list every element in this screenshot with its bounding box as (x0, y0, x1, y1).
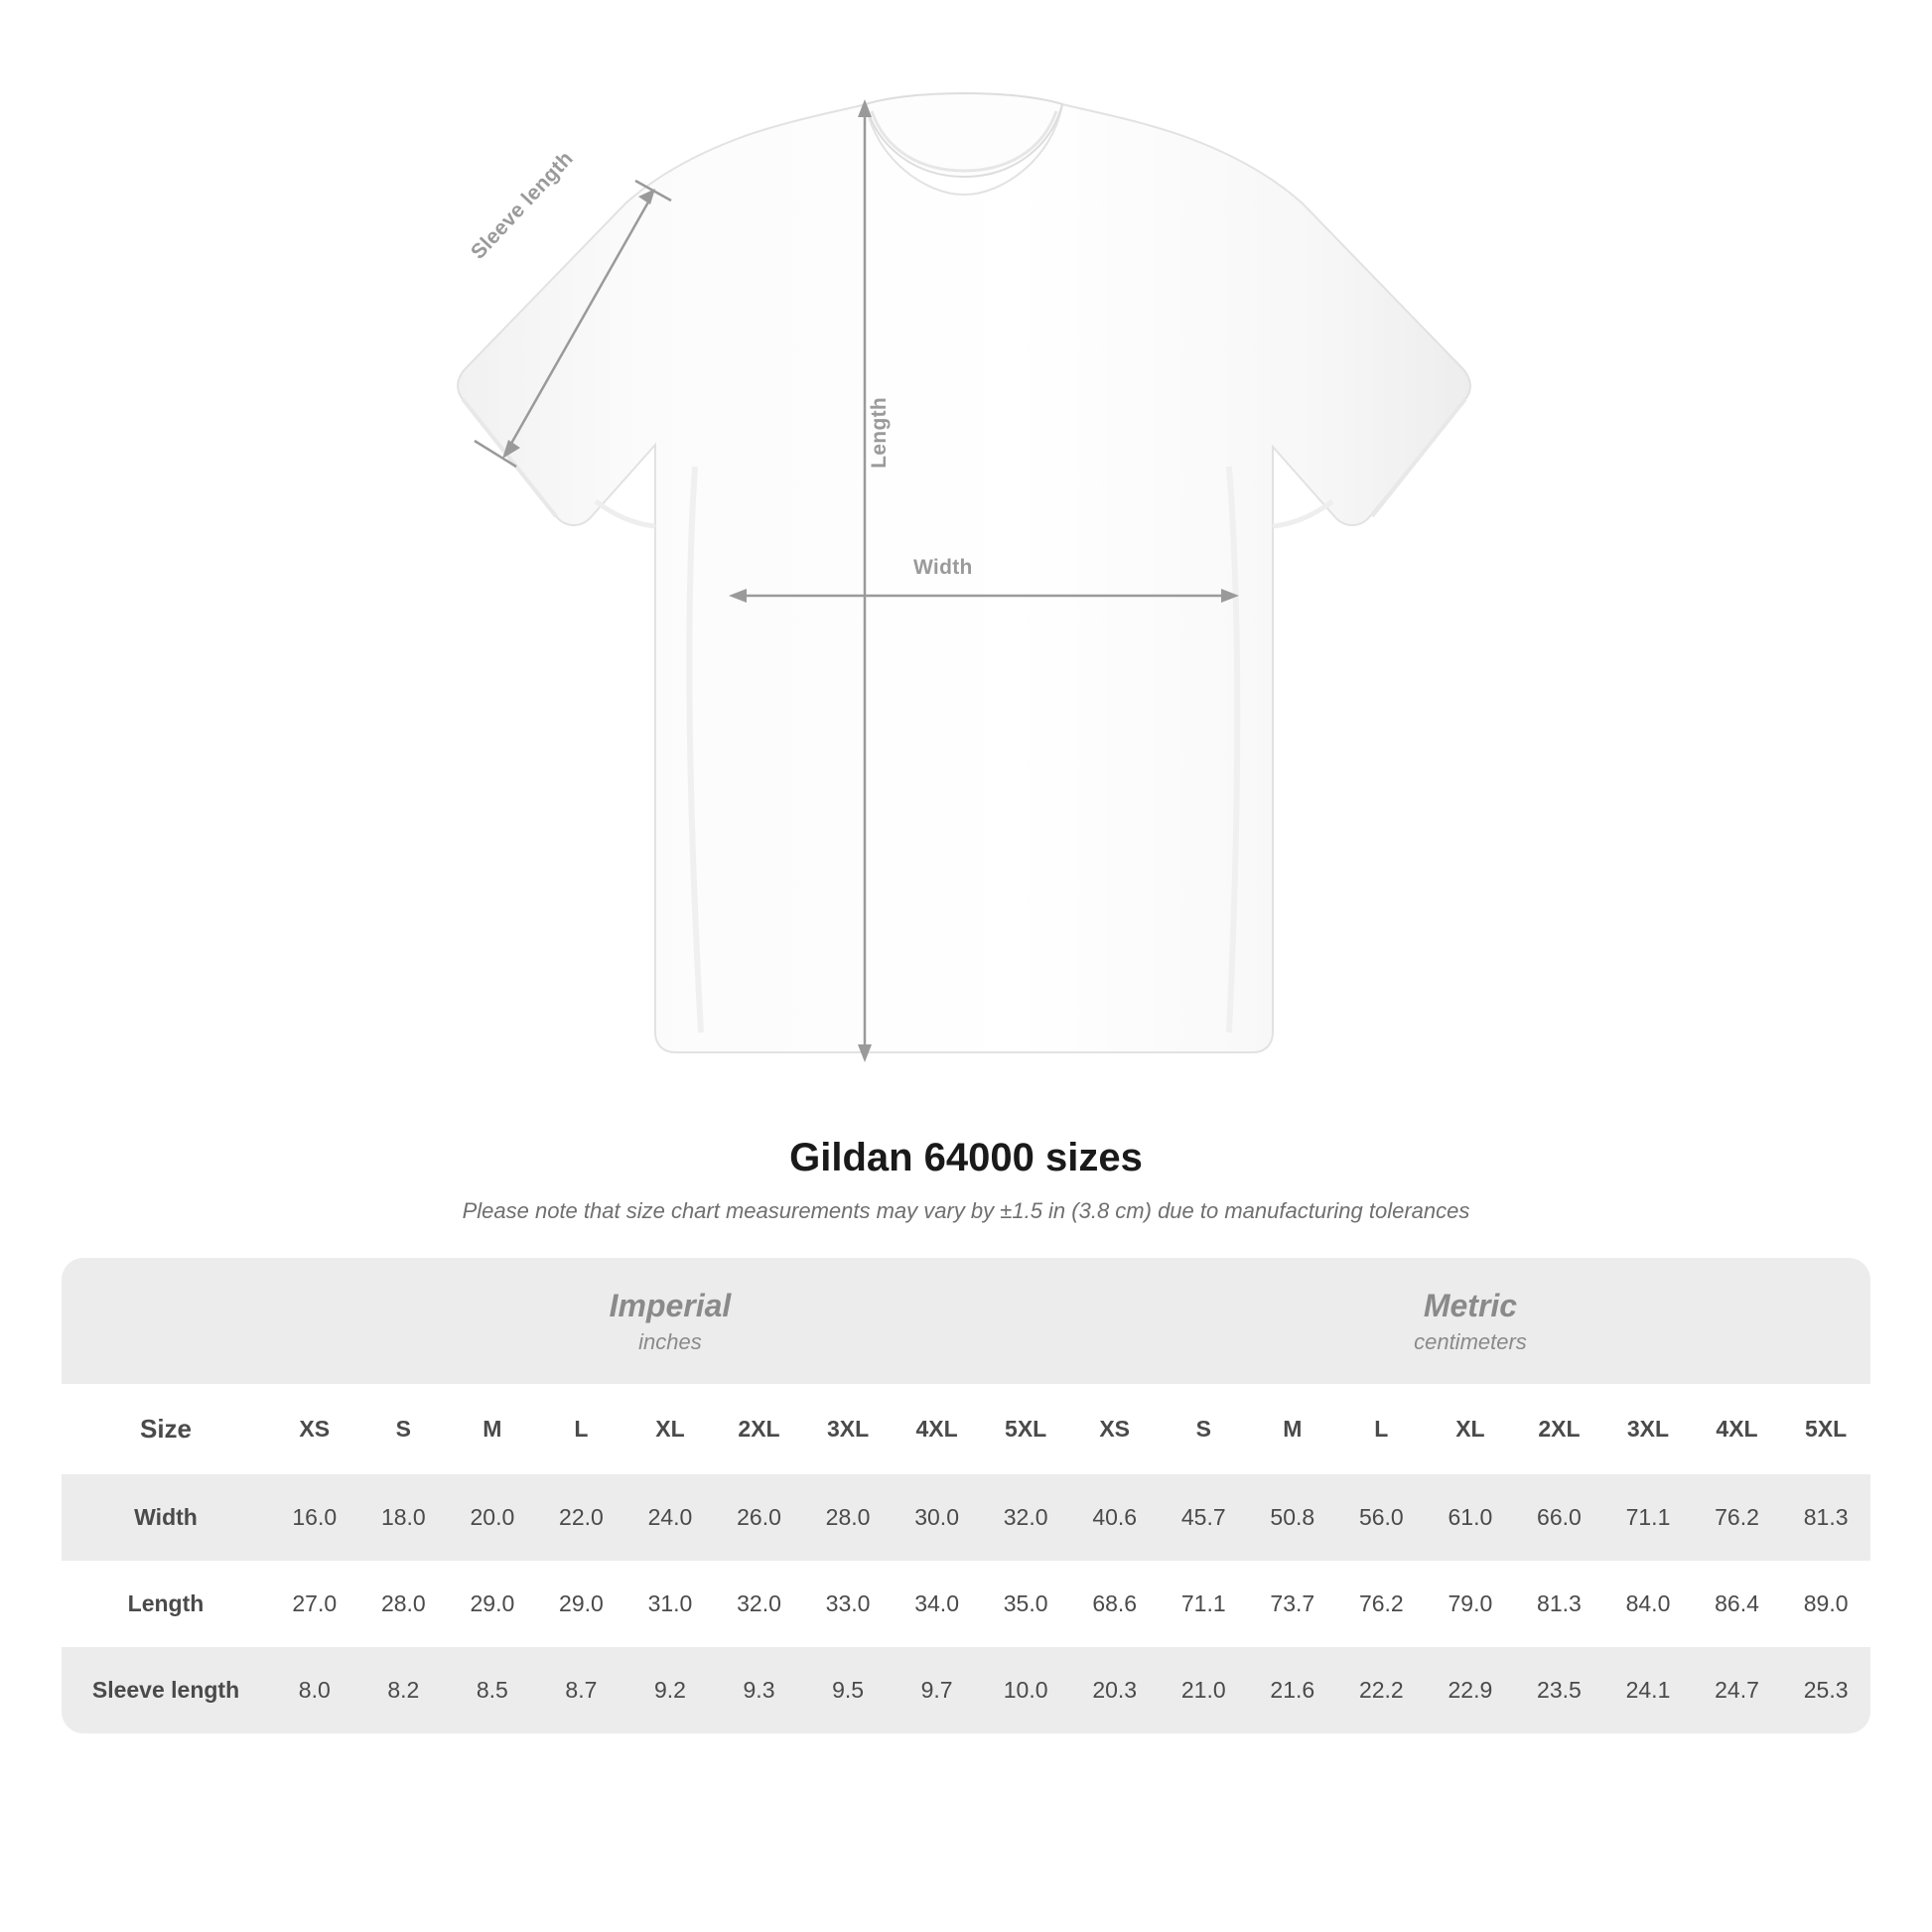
table-cell: 8.0 (270, 1647, 359, 1733)
size-header-cell: S (359, 1384, 449, 1474)
size-header-cell: XL (1426, 1384, 1515, 1474)
table-cell: 29.0 (448, 1561, 537, 1647)
table-cell: 24.1 (1603, 1647, 1693, 1733)
table-cell: 9.5 (803, 1647, 893, 1733)
table-cell: 30.0 (893, 1474, 982, 1561)
table-cell: 20.0 (448, 1474, 537, 1561)
unit-system-metric (1070, 1258, 1870, 1384)
size-header-cell: S (1159, 1384, 1248, 1474)
table-cell: 29.0 (537, 1561, 626, 1647)
size-header-cell: 4XL (893, 1384, 982, 1474)
size-header-cell: M (448, 1384, 537, 1474)
table-cell: 71.1 (1603, 1474, 1693, 1561)
width-dimension-label: Width (913, 556, 973, 579)
unit-system-imperial-sub: inches (638, 1329, 702, 1354)
size-table-container (62, 1258, 1870, 1733)
size-header-cell: 4XL (1693, 1384, 1782, 1474)
table-cell: 56.0 (1337, 1474, 1427, 1561)
page-title: Gildan 64000 sizes (789, 1136, 1143, 1179)
table-cell: 66.0 (1515, 1474, 1604, 1561)
table-cell: 40.6 (1070, 1474, 1160, 1561)
table-cell: 18.0 (359, 1474, 449, 1561)
table-cell: 24.0 (625, 1474, 715, 1561)
table-cell: 71.1 (1159, 1561, 1248, 1647)
table-cell: 24.7 (1693, 1647, 1782, 1733)
size-header-cell: 3XL (1603, 1384, 1693, 1474)
table-cell: 23.5 (1515, 1647, 1604, 1733)
table-cell: 21.0 (1159, 1647, 1248, 1733)
table-cell: 50.8 (1248, 1474, 1337, 1561)
tolerance-note: Please note that size chart measurements may vary by ±1.5 in (3.8 cm) due to manufacturing tolerances (462, 1198, 1470, 1223)
table-cell: 20.3 (1070, 1647, 1160, 1733)
row-label-width: Width (62, 1474, 270, 1561)
table-cell: 22.0 (537, 1474, 626, 1561)
table-cell: 31.0 (625, 1561, 715, 1647)
table-cell: 28.0 (359, 1561, 449, 1647)
size-header-cell: 3XL (803, 1384, 893, 1474)
unit-system-metric-name: Metric (1423, 1288, 1518, 1323)
unit-system-spacer (62, 1258, 270, 1384)
table-row (62, 1474, 1870, 1561)
table-cell: 22.9 (1426, 1647, 1515, 1733)
table-cell: 35.0 (981, 1561, 1070, 1647)
unit-system-imperial (270, 1258, 1070, 1384)
unit-system-row (62, 1258, 1870, 1384)
table-cell: 45.7 (1159, 1474, 1248, 1561)
length-dimension-label: Length (868, 397, 891, 469)
table-cell: 32.0 (715, 1561, 804, 1647)
table-cell: 81.3 (1515, 1561, 1604, 1647)
size-header-cell: 2XL (1515, 1384, 1604, 1474)
table-cell: 79.0 (1426, 1561, 1515, 1647)
table-cell: 27.0 (270, 1561, 359, 1647)
table-cell: 81.3 (1781, 1474, 1870, 1561)
table-cell: 8.5 (448, 1647, 537, 1733)
size-header-cell: M (1248, 1384, 1337, 1474)
unit-system-metric-sub: centimeters (1414, 1329, 1527, 1354)
unit-system-imperial-name: Imperial (609, 1288, 732, 1323)
table-row (62, 1647, 1870, 1733)
table-cell: 34.0 (893, 1561, 982, 1647)
table-cell: 28.0 (803, 1474, 893, 1561)
table-cell: 68.6 (1070, 1561, 1160, 1647)
chart-heading (0, 1136, 1932, 1224)
table-cell: 89.0 (1781, 1561, 1870, 1647)
table-cell: 32.0 (981, 1474, 1070, 1561)
table-row (62, 1561, 1870, 1647)
sleeve-length-dimension-label: Sleeve length (467, 147, 578, 264)
table-cell: 76.2 (1337, 1561, 1427, 1647)
table-cell: 16.0 (270, 1474, 359, 1561)
table-cell: 61.0 (1426, 1474, 1515, 1561)
table-cell: 9.7 (893, 1647, 982, 1733)
table-cell: 8.7 (537, 1647, 626, 1733)
table-cell: 8.2 (359, 1647, 449, 1733)
table-cell: 86.4 (1693, 1561, 1782, 1647)
size-header-cell: XS (270, 1384, 359, 1474)
table-cell: 22.2 (1337, 1647, 1427, 1733)
table-cell: 21.6 (1248, 1647, 1337, 1733)
table-cell: 84.0 (1603, 1561, 1693, 1647)
size-header-row (62, 1384, 1870, 1474)
table-cell: 26.0 (715, 1474, 804, 1561)
size-header-cell: L (537, 1384, 626, 1474)
table-cell: 9.3 (715, 1647, 804, 1733)
row-label-sleeve-length: Sleeve length (62, 1647, 270, 1733)
table-cell: 9.2 (625, 1647, 715, 1733)
size-header-cell: 5XL (981, 1384, 1070, 1474)
table-cell: 76.2 (1693, 1474, 1782, 1561)
row-label-length: Length (62, 1561, 270, 1647)
table-cell: 25.3 (1781, 1647, 1870, 1733)
table-cell: 73.7 (1248, 1561, 1337, 1647)
size-header-cell: 5XL (1781, 1384, 1870, 1474)
size-header-cell: XS (1070, 1384, 1160, 1474)
size-header-cell: L (1337, 1384, 1427, 1474)
table-cell: 10.0 (981, 1647, 1070, 1733)
table-cell: 33.0 (803, 1561, 893, 1647)
size-header-cell: XL (625, 1384, 715, 1474)
size-header-cell: 2XL (715, 1384, 804, 1474)
size-table (62, 1258, 1870, 1733)
size-header-label: Size (62, 1384, 270, 1474)
